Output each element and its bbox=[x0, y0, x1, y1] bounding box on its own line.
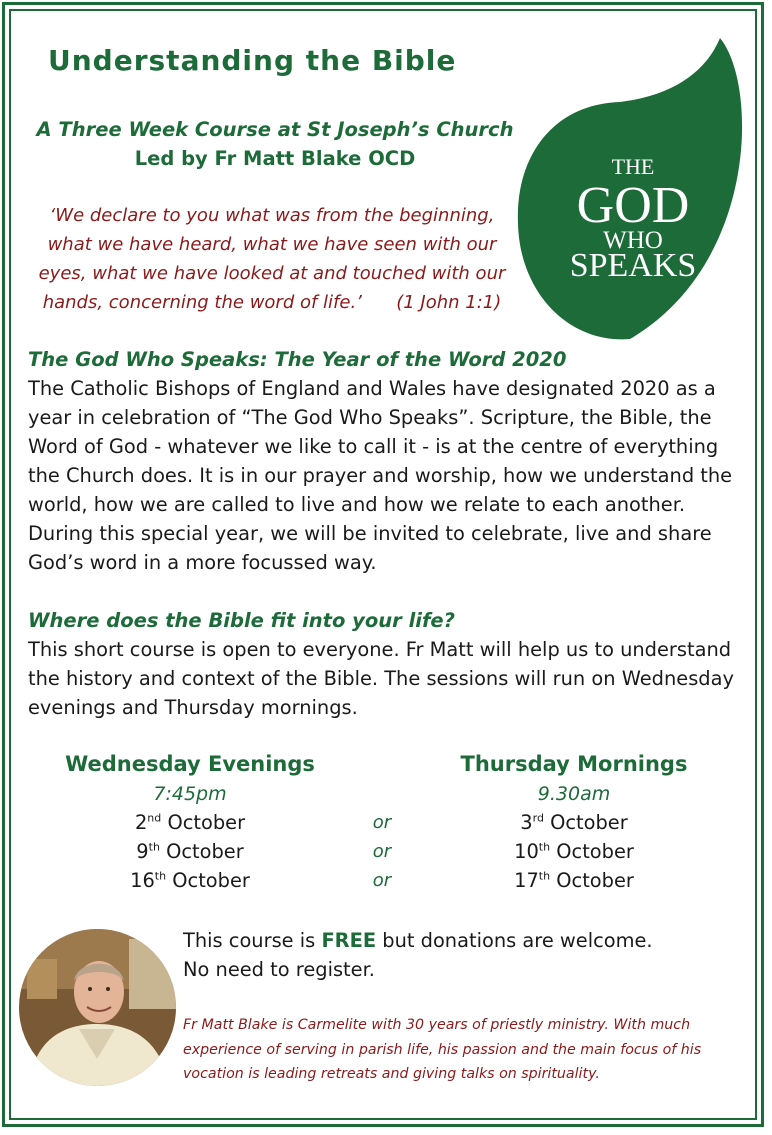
register-line: No need to register. bbox=[183, 958, 375, 981]
free-emphasis: FREE bbox=[321, 929, 377, 952]
year-of-word-section bbox=[28, 345, 752, 577]
wednesday-date: 2nd October bbox=[134, 811, 246, 834]
quote-line: ‘We declare to you what was from the beginning, bbox=[49, 205, 495, 226]
logo-god-text: GOD bbox=[576, 177, 690, 234]
thursday-time: 9.30am bbox=[537, 783, 611, 805]
course-subtitle bbox=[20, 115, 530, 173]
section-heading: Where does the Bible fit into your life? bbox=[28, 609, 455, 632]
leader-bio: Fr Matt Blake is Carmelite with 30 years of priestly ministry. With much experience of serving in parish life, his passion and the main focus of his vocation is leading retreats and giving talks on spirituality. bbox=[183, 1017, 702, 1082]
page-title: Understanding the Bible bbox=[48, 44, 457, 77]
scripture-quote bbox=[22, 201, 522, 317]
wednesday-heading: Wednesday Evenings bbox=[65, 752, 315, 776]
section-body: The Catholic Bishops of England and Wales have designated 2020 as a year in celebration of “The God Who Speaks”. Scripture, the Bible, the Word of God - whatever we like to call it - is at the centre of everything the Church does. It is in our prayer and worship, how we understand the world, how we are called to live and how we relate to each another. During this special year, we will be invited to celebrate, live and share God’s word in a more focussed way. bbox=[28, 377, 733, 574]
or-label: or bbox=[372, 841, 392, 862]
logo-who-text: WHO bbox=[603, 227, 663, 254]
section-heading: The God Who Speaks: The Year of the Word 2020 bbox=[28, 348, 567, 371]
thursday-date: 10th October bbox=[514, 840, 634, 863]
wednesday-date: 16th October bbox=[130, 869, 250, 892]
free-line: This course is FREE but donations are welcome. bbox=[183, 929, 653, 952]
course-location: A Three Week Course at St Joseph’s Church bbox=[36, 118, 514, 141]
wednesday-time: 7:45pm bbox=[153, 783, 227, 805]
or-label: or bbox=[372, 812, 392, 833]
course-leader: Led by Fr Matt Blake OCD bbox=[134, 147, 416, 170]
thursday-date: 3rd October bbox=[520, 811, 628, 834]
quote-line: hands, concerning the word of life.’ (1 John 1:1) bbox=[42, 292, 502, 313]
quote-line: eyes, what we have looked at and touched with our bbox=[38, 263, 506, 284]
or-label: or bbox=[372, 870, 392, 891]
priest-photo bbox=[19, 929, 176, 1086]
god-who-speaks-logo bbox=[510, 34, 755, 344]
thursday-heading: Thursday Mornings bbox=[460, 752, 688, 776]
bible-in-life-section bbox=[28, 606, 752, 722]
section-body: This short course is open to everyone. Fr Matt will help us to understand the history and context of the Bible. The sessions will run on Wednesday evenings and Thursday mornings. bbox=[28, 638, 734, 719]
thursday-date: 17th October bbox=[514, 869, 634, 892]
quote-line: what we have heard, what we have seen with our bbox=[47, 234, 497, 255]
logo-the-text: THE bbox=[611, 154, 655, 179]
wednesday-date: 9th October bbox=[136, 840, 244, 863]
free-notice bbox=[183, 926, 653, 984]
logo-speaks-text: SPEAKS bbox=[569, 247, 697, 284]
